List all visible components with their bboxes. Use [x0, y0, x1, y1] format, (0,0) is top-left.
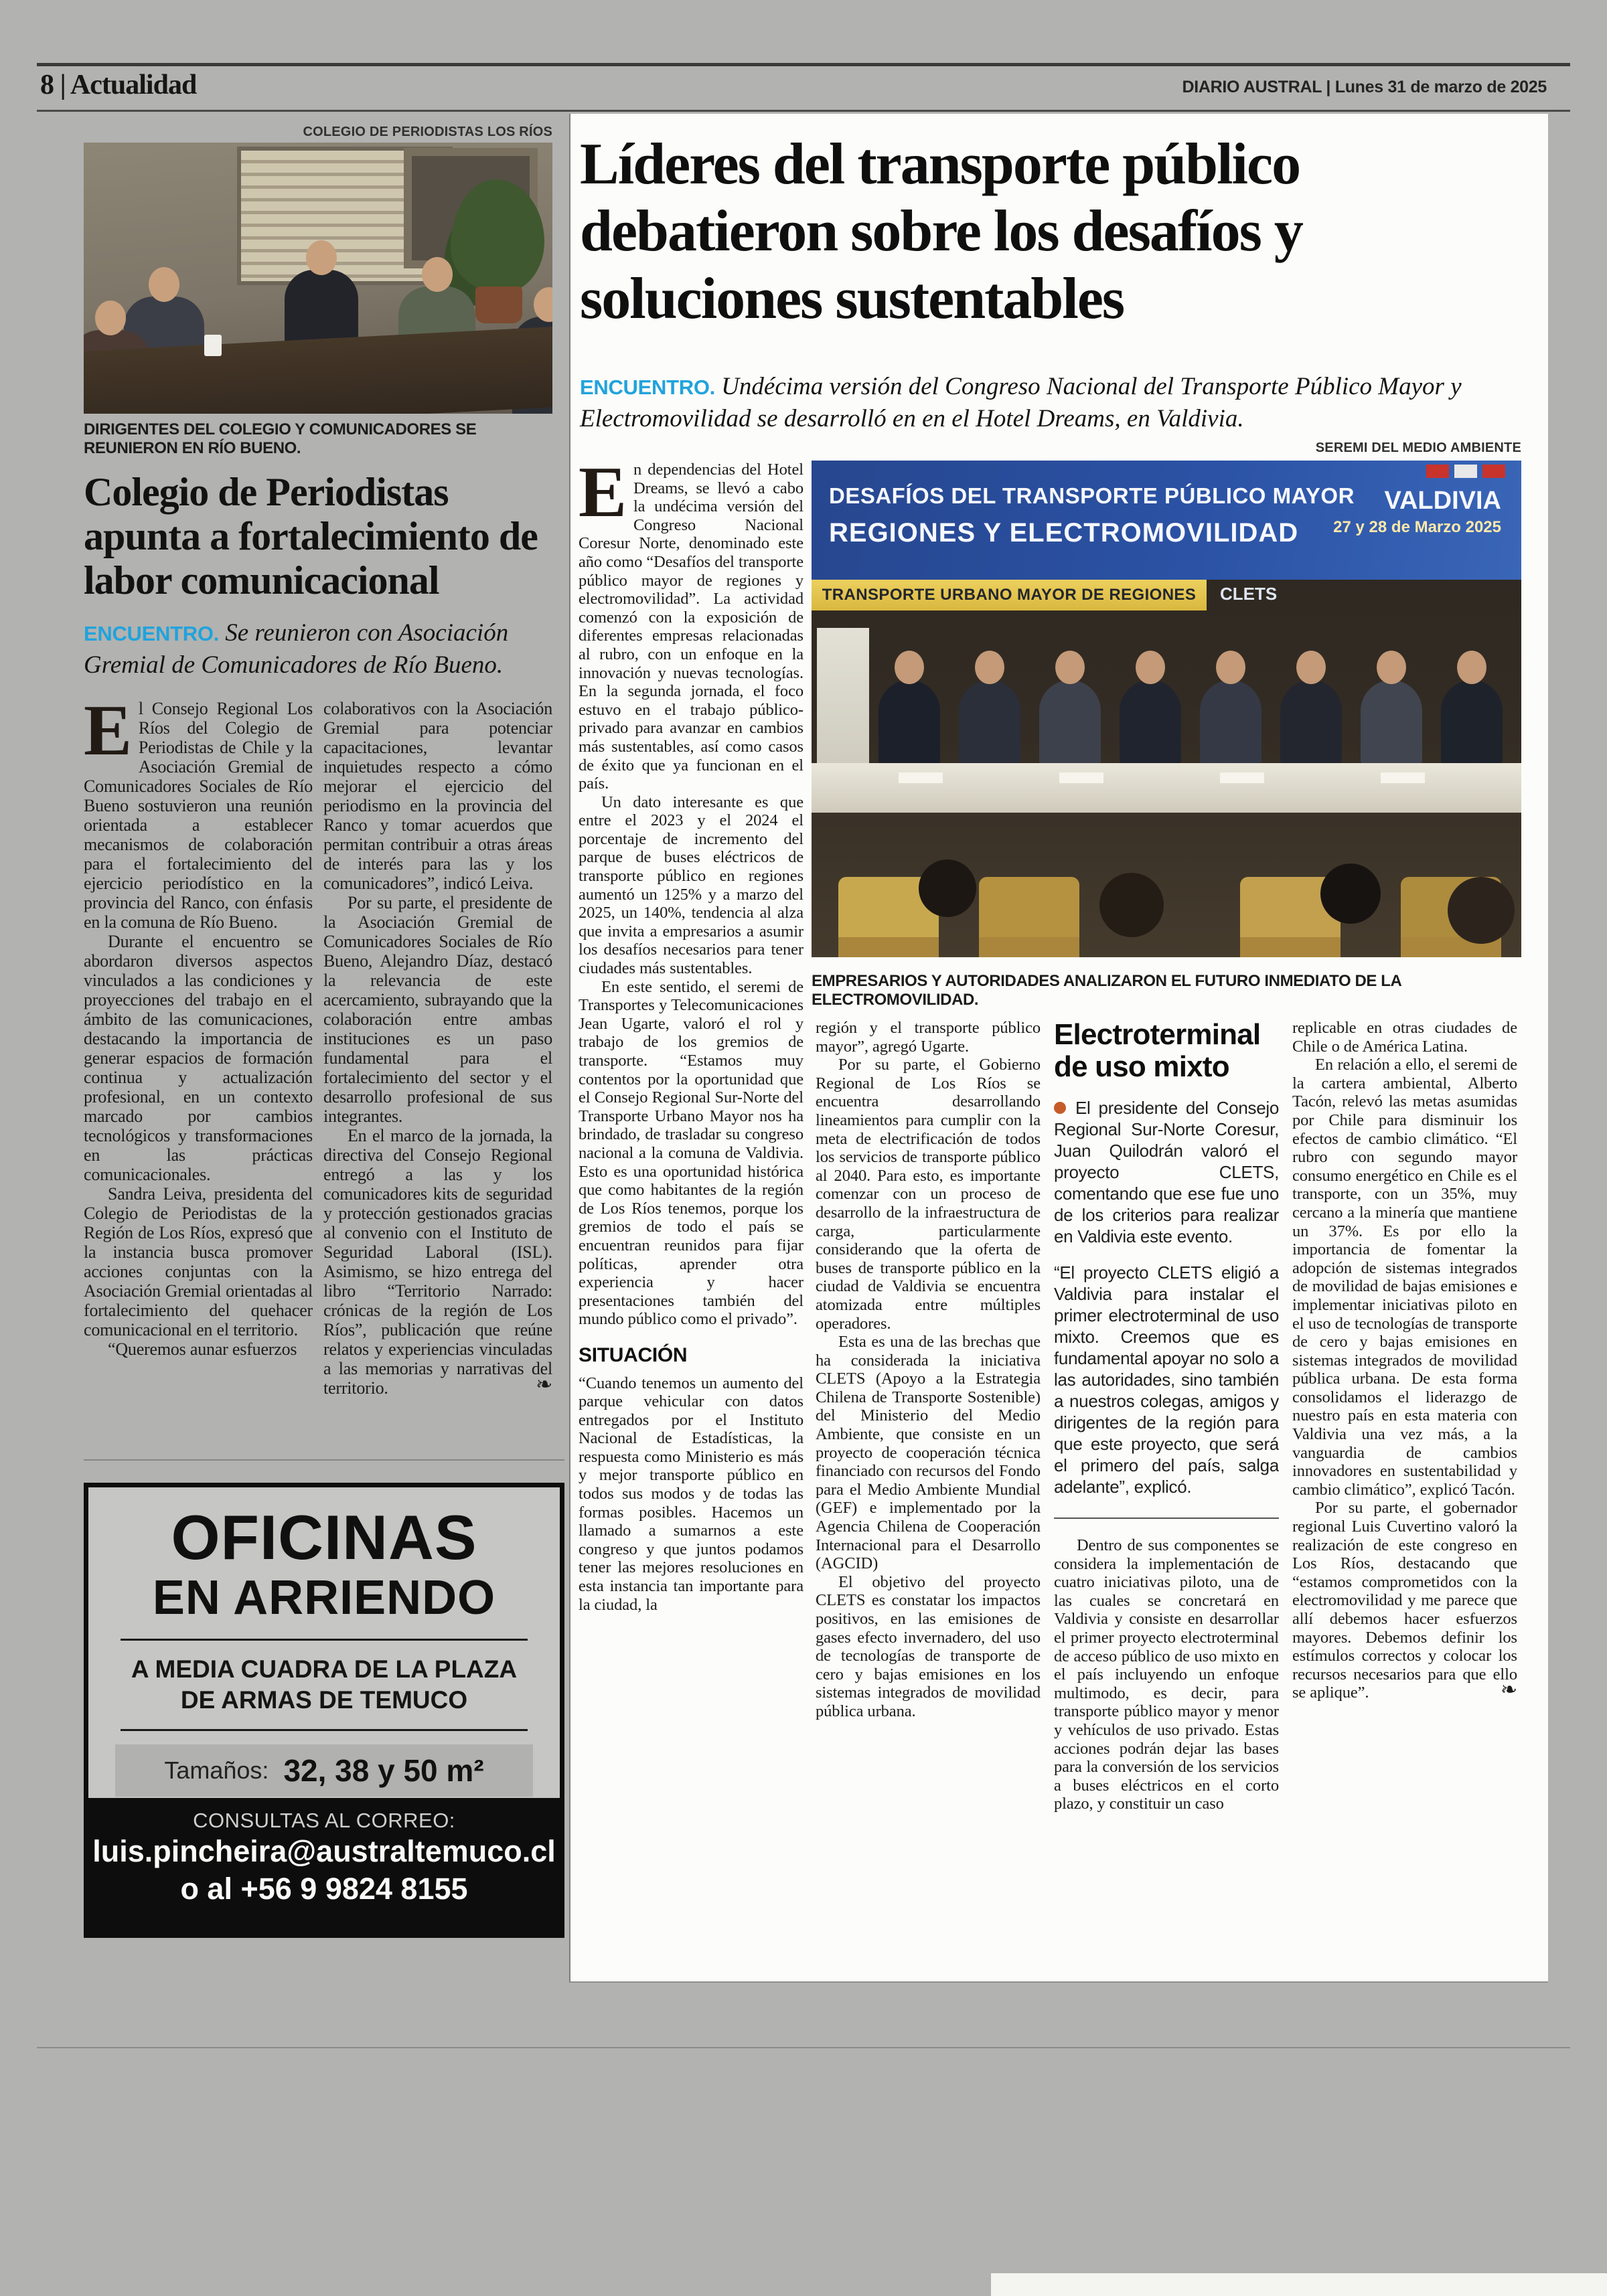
separator-rule — [84, 1459, 564, 1461]
congress-banner — [812, 461, 1521, 580]
panelist-figure — [1361, 680, 1422, 766]
audience-head — [1320, 864, 1381, 924]
paragraph: Por su parte, el presidente de la Asociación Gremial de Comunicadores Sociales de Río Bueno, Alejandro Díaz, destacó la relevancia de este acercamiento, subrayando que la colaboración entre ambas instituciones es un paso fundamental para el fortalecimiento del sector y el desarrollo profesional de sus integrantes. — [323, 893, 552, 1127]
ad-sizes-label: Tamaños: — [164, 1756, 269, 1784]
ad-email: luis.pincheira@australtemuco.cl — [92, 1834, 556, 1868]
cup — [204, 335, 222, 356]
banner-line1: DESAFÍOS DEL TRANSPORTE PÚBLICO MAYOR — [829, 483, 1355, 508]
paragraph-text: l Consejo Regional Los Ríos del Colegio de Periodistas de Chile y la Asociación Gremial de Comunicadores Sociales de Río Bueno sostuvieron una reunión orientada a establecer mecanismos de colaboración para el fortalecimiento del ejercicio periodístico en la provincia del Ranco, con énfasis en la comuna de Río Bueno. — [84, 699, 313, 932]
drop-cap: E — [579, 461, 627, 532]
audience-head — [1099, 873, 1164, 937]
panelist-figure — [1441, 680, 1503, 766]
main-headline: Líderes del transporte público debatieron sobre los desafíos y soluciones sustentables — [580, 132, 1302, 331]
paragraph: colaborativos con la Asociación Gremial para potenciar capacitaciones, levantar inquietudes respecto a cómo mejorar el ejercicio del periodismo en la provincia del Ranco y tomar acuerdos que permitan contribuir a otras áreas de interés para las y los comunicadores”, indicó Leiva. — [323, 699, 552, 894]
paragraph: Dentro de sus componentes se considera la implementación de cuatro iniciativas piloto, una de las cuales se concretará en Valdivia y consiste en desarrollar el primer proyecto electroterminal de acceso público de uso mixto en el país incluyendo un enfoque multimodo, es decir, para transporte público mayor y menor y vehículos de uso privado. Estas acciones podrán dejar las bases para la conversión de los servicios a buses eléctricos en el corto plazo, y constituir un caso — [1054, 1536, 1279, 1813]
panel-table — [812, 763, 1521, 813]
ad-address — [88, 1654, 560, 1716]
audience-head — [1448, 877, 1515, 944]
paragraph: Durante el encuentro se abordaron diversos aspectos vinculados a las condiciones y proyecciones del trabajo en el ámbito de las comunicaciones, destacando la importancia de generar espacios de formación continua y actualización profesional, en un contexto marcado por cambios tecnológicos y transformaciones en las prácticas comunicacionales. — [84, 932, 313, 1185]
left-body — [84, 699, 552, 1470]
plant-pot — [475, 286, 522, 323]
banner-line2: REGIONES Y ELECTROMOVILIDAD — [829, 518, 1299, 548]
sidebar-paragraph: “El proyecto CLETS eligió a Valdivia para instalar el primer electroterminal de uso mixto. Creemos que es fundamental apoyar no solo a las autoridades, sino también a nuestros colegas, amigos y dirigentes de la región para que este proyecto, que será el primero del país, salga adelante”, explicó. — [1054, 1262, 1279, 1497]
main-article — [569, 114, 1548, 1983]
end-of-story-mark: ❧ — [1500, 1679, 1517, 1702]
section-label: 8 | Actualidad — [40, 70, 197, 100]
left-photo — [84, 143, 552, 414]
left-column-2 — [323, 699, 552, 1470]
chair — [979, 877, 1079, 957]
left-kicker — [84, 617, 552, 681]
paragraph-text: Por su parte, el gobernador regional Luis Cuvertino valoró la realización de este congreso en Los Ríos, destacando que “estamos comprometidos con la electromovilidad y me parece que allí debemos hacer esfuerzos mayores. Debemos definir los estímulos correctos y colocar los recursos necesarios para que ello se aplique”. — [1292, 1499, 1517, 1702]
panelist-figure — [878, 680, 940, 766]
end-of-story-mark: ❧ — [536, 1374, 552, 1396]
ad-subtitle: EN ARRIENDO — [152, 1571, 496, 1625]
banner-place — [1333, 487, 1501, 541]
paragraph: “Cuando tenemos un aumento del parque vehicular con datos entregados por el Instituto Nacional de Estadísticas, la respuesta como Ministerio es más y mejor transporte público en todos sus modos y de todas las formas posibles. Hacemos un llamado a sumarnos a este congreso y que juntos podamos tener las mejores resoluciones en esta instancia tan importante para la ciudad, la — [579, 1374, 804, 1614]
ad-address-line2: DE ARMAS DE TEMUCO — [180, 1686, 468, 1714]
left-kicker-label: ENCUENTRO. — [84, 622, 219, 645]
main-photo — [812, 461, 1521, 957]
main-photo-caption: EMPRESARIOS Y AUTORIDADES ANALIZARON EL FUTURO INMEDIATO DE LA ELECTROMOVILIDAD. — [812, 972, 1401, 1009]
left-photo-credit: COLEGIO DE PERIODISTAS LOS RÍOS — [303, 125, 552, 139]
banner-tag: CLETS — [1220, 584, 1278, 604]
ad-contact-label: CONSULTAS AL CORREO: — [193, 1809, 455, 1832]
left-article — [84, 125, 552, 1470]
masthead: DIARIO AUSTRAL | Lunes 31 de marzo de 2025 — [1182, 78, 1547, 96]
paragraph: En relación a ello, el seremi de la cartera ambiental, Alberto Tacón, relevó las metas asumidas por Chile para disminuir los efectos de cambio climático. “El rubro con segundo mayor consumo energético en Chile es el transporte, con un 35%, muy cercano a la minería que mantiene un 37%. Es por ello la importancia de fomentar la adopción de sistemas integrados de movilidad de bajas emisiones e implementar iniciativas piloto en el uso de tecnologías de transporte de cero y bajas emisiones en sistemas integrados de movilidad pública urbana. De esta forma consolidamos el liderazgo de nuestro país en esta materia con Valdivia una vez más, a la vanguardia de cambios innovadores en sustentabilidad y cambio climático”, explicó Tacón. — [1292, 1056, 1517, 1499]
banner-place-name: VALDIVIA — [1384, 487, 1501, 515]
drop-cap: E — [84, 699, 132, 771]
situation-subhead: SITUACIÓN — [579, 1343, 688, 1366]
audience-head — [919, 859, 976, 917]
ad-rule — [121, 1639, 528, 1641]
panelist-figure — [1200, 680, 1261, 766]
paragraph: Esta es una de las brechas que ha considerada la iniciativa CLETS (Apoyo a la Estrategia Chilena de Transporte Sostenible) del Ministerio del Medio Ambiente, que consiste en un proyecto de cooperación técnica financiado con recursos del Fondo para el Medio Ambiente Mundial (GEF) e implementado por la Agencia Chilena de Cooperación Internacional para el Desarrollo (AGCID) — [816, 1333, 1041, 1573]
classified-ad — [84, 1483, 564, 1938]
name-card — [1381, 772, 1425, 783]
ad-contact-footer — [88, 1798, 560, 1933]
paragraph-text: En el marco de la jornada, la directiva del Consejo Regional entregó a las y los comunicadores kits de seguridad y protección gestionados gracias al convenio con el Instituto de Seguridad Laboral (ISL). Asimismo, se hizo entrega del libro “Territorio Narrado: crónicas de la región de Los Ríos”, publicación que reúne relatos y experiencias vinculadas a las memorias y narrativas del territorio. — [323, 1126, 552, 1398]
paragraph: región y el transporte público mayor”, agregó Ugarte. — [816, 1019, 1041, 1056]
paragraph — [84, 699, 313, 932]
left-column-1 — [84, 699, 313, 1470]
main-photo-credit: SEREMI DEL MEDIO AMBIENTE — [1315, 440, 1521, 455]
paragraph: replicable en otras ciudades de Chile o de América Latina. — [1292, 1019, 1517, 1056]
name-card — [899, 772, 943, 783]
header-rule — [37, 110, 1570, 112]
name-card — [1059, 772, 1103, 783]
ad-rule — [121, 1729, 528, 1731]
panelist-figure — [1280, 680, 1342, 766]
left-headline: Colegio de Periodistas apunta a fortalecimiento de labor comunicacional — [84, 470, 538, 602]
banner-date: 27 y 28 de Marzo 2025 — [1333, 518, 1501, 536]
ad-title: OFICINAS — [171, 1502, 477, 1572]
banner-logos — [1426, 465, 1505, 478]
paragraph — [579, 461, 804, 793]
left-kicker-text: Se reunieron con Asociación Gremial de Comunicadores de Río Bueno. — [84, 619, 509, 679]
ad-sizes-value: 32, 38 y 50 m² — [283, 1753, 484, 1788]
bottom-rule — [37, 2047, 1570, 2048]
main-kicker-text: Undécima versión del Congreso Nacional del Transporte Público Mayor y Electromovilidad se desarrolló en en el Hotel Dreams, en Valdivia. — [580, 373, 1462, 433]
sidebar-divider — [1054, 1518, 1279, 1519]
panelist-figure — [1120, 680, 1181, 766]
panelist-figure — [959, 680, 1020, 766]
paragraph: “Queremos aunar esfuerzos — [108, 1339, 297, 1360]
panelist-figure — [1039, 680, 1101, 766]
sidebar-paragraph: El presidente del Consejo Regional Sur-Norte Coresur, Juan Quilodrán valoró el proyecto CLETS, comentando que ese fue uno de los criterios para realizar en Valdivia este evento. — [1054, 1098, 1279, 1247]
paragraph: El objetivo del proyecto CLETS es constatar los impactos positivos, en las emisiones de gases efecto invernadero, del uso de tecnologías de transporte de cero y bajas emisiones en los sistemas integrados de movilidad pública urbana. — [816, 1572, 1041, 1720]
main-column-2 — [816, 1019, 1041, 1912]
banner-strap: TRANSPORTE URBANO MAYOR DE REGIONES — [812, 580, 1207, 610]
sidebar-title: Electroterminal de uso mixto — [1054, 1019, 1261, 1083]
main-column-1 — [579, 461, 804, 1912]
main-column-3 — [1054, 1019, 1279, 1912]
ad-sizes-band — [115, 1744, 533, 1797]
paragraph — [1292, 1499, 1517, 1702]
ad-address-line1: A MEDIA CUADRA DE LA PLAZA — [131, 1655, 518, 1683]
sidebar-box — [1054, 1019, 1279, 1497]
top-rule — [37, 63, 1570, 66]
left-photo-caption: DIRIGENTES DEL COLEGIO Y COMUNICADORES SE REUNIERON EN RÍO BUENO. — [84, 420, 477, 457]
paragraph: Un dato interesante es que entre el 2023 y el 2024 el porcentaje de incremento del parque de buses eléctricos de transporte público en regiones aumentó un 125% y a marzo del 2025, un 140%, tendencia al alza que invita a empresarios a asumir los desafíos necesarios para tener ciudades más sustentables. — [579, 793, 804, 978]
main-kicker-label: ENCUENTRO. — [580, 376, 715, 399]
paragraph: Por su parte, el Gobierno Regional de Los Ríos se encuentra desarrollando lineamientos para cumplir con la meta de electrificación de todos los servicios de transporte público al 2040. Para esto, es importante comenzar con un proceso de desarrollo de la infraestructura de carga, particularmente considerando que la oferta de buses de transporte público en la ciudad de Valdivia se encuentra atomizada entre múltiples operadores. — [816, 1056, 1041, 1333]
main-kicker — [580, 371, 1537, 435]
paragraph: Sandra Leiva, presidenta del Colegio de Periodistas de la Región de Los Ríos, expresó que la instancia busca promover acciones conjuntas con la Asociación Gremial orientadas al fortalecimiento del quehacer comunicacional en el territorio. — [84, 1184, 313, 1340]
name-card — [1220, 772, 1264, 783]
paragraph: En este sentido, el seremi de Transportes y Telecomunicaciones Jean Ugarte, valoró el rol y trabajo de los gremios de transporte. “Estamos muy contentos por la oportunidad que el Consejo Regional Sur-Norte del Transporte Urbano Mayor nos ha brindado, de trasladar su congreso nacional a la comuna de Valdivia. Esto es una oportunidad histórica que como habitantes de la región de Los Ríos tenemos, porque los gremios de todo el país se encuentran reunidos para fijar políticas, aprender otra experiencia y hacer presentaciones también del mundo público como el privado”. — [579, 977, 804, 1329]
paragraph — [323, 1126, 552, 1398]
ad-phone: o al +56 9 9824 8155 — [180, 1872, 468, 1906]
scan-edge — [991, 2273, 1607, 2296]
main-column-4 — [1292, 1019, 1517, 1912]
paragraph-text: n dependencias del Hotel Dreams, se llevó a cabo la undécima versión del Congreso Nacional Coresur Norte, denominado este año como “Desafíos del transporte público mayor de regiones y electromovilidad”. La actividad comenzó con la exposición de diferentes empresas relacionadas al rubro, con un enfoque en la innovación y nuevas tecnologías. En la segunda jornada, el foco estuvo en el trabajo público-privado para avanzar en cambios más sustentables, así como casos de éxito que ya funcionan en el país. — [579, 461, 804, 793]
